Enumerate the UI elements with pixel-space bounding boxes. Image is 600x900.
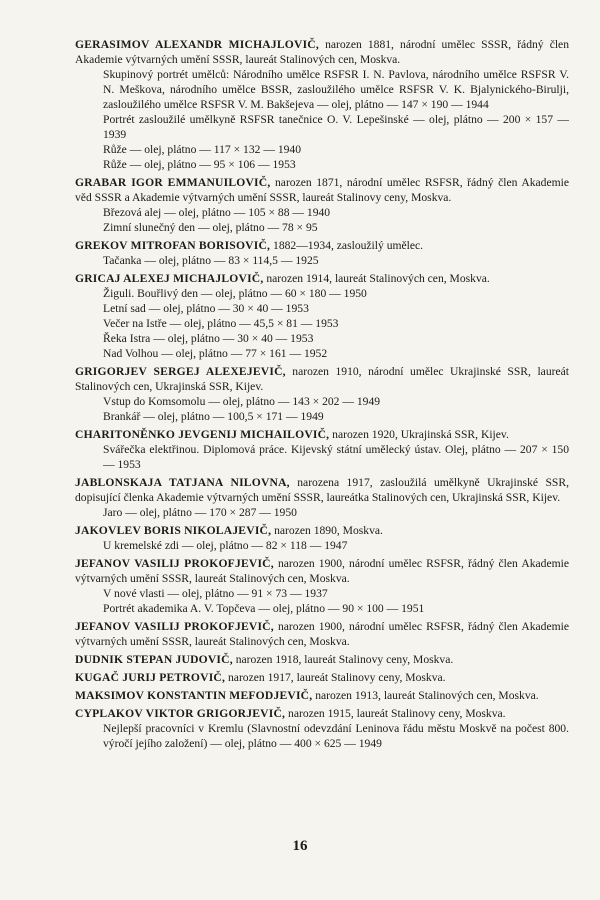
artist-heading [75,364,569,394]
artwork-line: Zimní slunečný den — olej, plátno — 78 × 95 [103,221,318,234]
artwork-line: Březová alej — olej, plátno — 105 × 88 — 1940 [103,206,331,219]
artist-entry [75,523,569,553]
artist-name: GERASIMOV ALEXANDR MICHAJLOVIČ, [75,38,319,51]
artwork-line: Večer na Istře — olej, plátno — 45,5 × 81 — 1953 [103,317,339,330]
artist-bio: narozen 1881, národní umělec SSSR, řádný člen Akademie výtvarných umění SSSR, laureát Stalinových cen, Moskva. [75,38,570,66]
artist-name: JAKOVLEV BORIS NIKOLAJEVIČ, [75,524,272,537]
artwork-line: Žiguli. Bouřlivý den — olej, plátno — 60 × 180 — 1950 [103,287,367,300]
artist-heading [75,427,569,442]
artist-bio: narozen 1915, laureát Stalinovy ceny, Moskva. [285,707,506,720]
artist-entry [75,706,569,751]
artist-bio: narozen 1910, národní umělec Ukrajinské SSR, laureát Stalinových cen, Ukrajinská SSR, Kijev. [75,365,570,393]
artist-bio: narozen 1871, národní umělec RSFSR, řádný člen Akademie věd SSSR a Akademie výtvarných umění SSSR, laureát Stalinovy ceny, Moskva. [75,176,569,204]
artist-entry [75,556,569,616]
artwork-line: Skupinový portrét umělců: Národního umělce RSFSR I. N. Pavlova, národního umělce RSFSR V. N. Meškova, národního umělce BSSR, zasloužilého umělce RSFSR V. K. Bjalynického-Birulji, zasloužilého umělce RSFSR V. M. Bakšejeva — olej, plátno — 147 × 190 — 1944 [103,68,569,111]
artist-heading [75,670,569,685]
artist-heading [75,523,569,538]
artist-bio: narozena 1917, zasloužilá umělkyně Ukrajinské SSR, dopisující členka Akademie výtvarných umění SSSR, laureátka Stalinových cen, Ukrajinská SSR, Kijev. [75,476,570,504]
artist-name: JEFANOV VASILIJ PROKOFJEVIČ, [75,557,274,570]
artwork-line: Brankář — olej, plátno — 100,5 × 171 — 1949 [103,410,324,423]
artist-name: GRIGORJEV SERGEJ ALEXEJEVIČ, [75,365,286,378]
artist-heading [75,706,569,721]
artwork-line: Růže — olej, plátno — 95 × 106 — 1953 [103,158,296,171]
artwork-line: Svářečka elektřinou. Diplomová práce. Kijevský státní umělecký ústav. Olej, plátno — 207 × 150 — 1953 [103,443,569,471]
artist-entry [75,364,569,424]
artist-heading [75,475,569,505]
page-number: 16 [292,838,308,854]
artwork-line: U kremelské zdi — olej, plátno — 82 × 118 — 1947 [103,539,348,552]
artist-name: GREKOV MITROFAN BORISOVIČ, [75,239,271,252]
artist-name: JEFANOV VASILIJ PROKOFJEVIČ, [75,620,274,633]
artist-heading [75,652,569,667]
artwork-line: Řeka Istra — olej, plátno — 30 × 40 — 1953 [103,332,314,345]
artist-entry [75,475,569,520]
artist-entries [75,37,569,754]
artist-name: CHARITONĚNKO JEVGENIJ MICHAILOVIČ, [75,428,330,441]
artist-entry [75,175,569,235]
artwork-line: Portrét akademika A. V. Topčeva — olej, plátno — 90 × 100 — 1951 [103,602,425,615]
artist-heading [75,271,569,286]
artist-heading [75,619,569,649]
artist-bio: narozen 1890, Moskva. [271,524,383,537]
artist-bio: narozen 1918, laureát Stalinovy ceny, Moskva. [232,653,454,666]
artist-name: JABLONSKAJA TATJANA NILOVNA, [75,476,290,489]
artist-entry [75,670,569,685]
artist-entry [75,427,569,472]
artist-name: KUGAČ JURIJ PETROVIČ, [75,671,226,684]
artwork-line: Růže — olej, plátno — 117 × 132 — 1940 [103,143,302,156]
artist-heading [75,688,569,703]
artist-heading [75,238,569,253]
artist-bio: narozen 1917, laureát Stalinovy ceny, Moskva. [225,671,446,684]
artist-bio: narozen 1920, Ukrajinská SSR, Kijev. [329,428,509,441]
artist-entry [75,37,569,172]
artist-entry [75,652,569,667]
artist-name: CYPLAKOV VIKTOR GRIGORJEVIČ, [75,707,286,720]
artist-entry [75,688,569,703]
artist-bio: narozen 1900, národní umělec RSFSR, řádný člen Akademie výtvarných umění SSSR, laureát Stalinových cen, Moskva. [75,557,569,585]
artist-bio: 1882—1934, zasloužilý umělec. [270,239,424,252]
artist-bio: narozen 1900, národní umělec RSFSR, řádný člen Akademie výtvarných umění SSSR, laureát Stalinových cen, Moskva. [75,620,569,648]
artist-heading [75,37,569,67]
artist-entry [75,238,569,268]
artwork-line: Nad Volhou — olej, plátno — 77 × 161 — 1952 [103,347,328,360]
artist-bio: narozen 1913, laureát Stalinových cen, Moskva. [312,689,539,702]
artist-name: GRABAR IGOR EMMANUILOVIČ, [75,176,271,189]
artwork-line: Tačanka — olej, plátno — 83 × 114,5 — 1925 [103,254,319,267]
artist-entry [75,619,569,649]
artwork-line: Jaro — olej, plátno — 170 × 287 — 1950 [103,506,297,519]
artwork-line: V nové vlasti — olej, plátno — 91 × 73 — 1937 [103,587,328,600]
artist-entry [75,271,569,361]
artist-heading [75,556,569,586]
artwork-line: Portrét zasloužilé umělkyně RSFSR tanečnice O. V. Lepešinské — olej, plátno — 200 × 157 — 1939 [103,113,569,141]
artist-name: MAKSIMOV KONSTANTIN MEFODJEVIČ, [75,689,313,702]
artist-name: GRICAJ ALEXEJ MICHAJLOVIČ, [75,272,264,285]
artist-bio: narozen 1914, laureát Stalinových cen, Moskva. [263,272,490,285]
artwork-line: Nejlepší pracovníci v Kremlu (Slavnostní odevzdání Leninova řádu městu Moskvě na počest 800. výročí jejího založení) — olej, plátno — 400 × 625 — 1949 [103,722,569,750]
artist-name: DUDNIK STEPAN JUDOVIČ, [75,653,233,666]
artist-heading [75,175,569,205]
artwork-line: Letní sad — olej, plátno — 30 × 40 — 1953 [103,302,309,315]
artwork-line: Vstup do Komsomolu — olej, plátno — 143 × 202 — 1949 [103,395,381,408]
